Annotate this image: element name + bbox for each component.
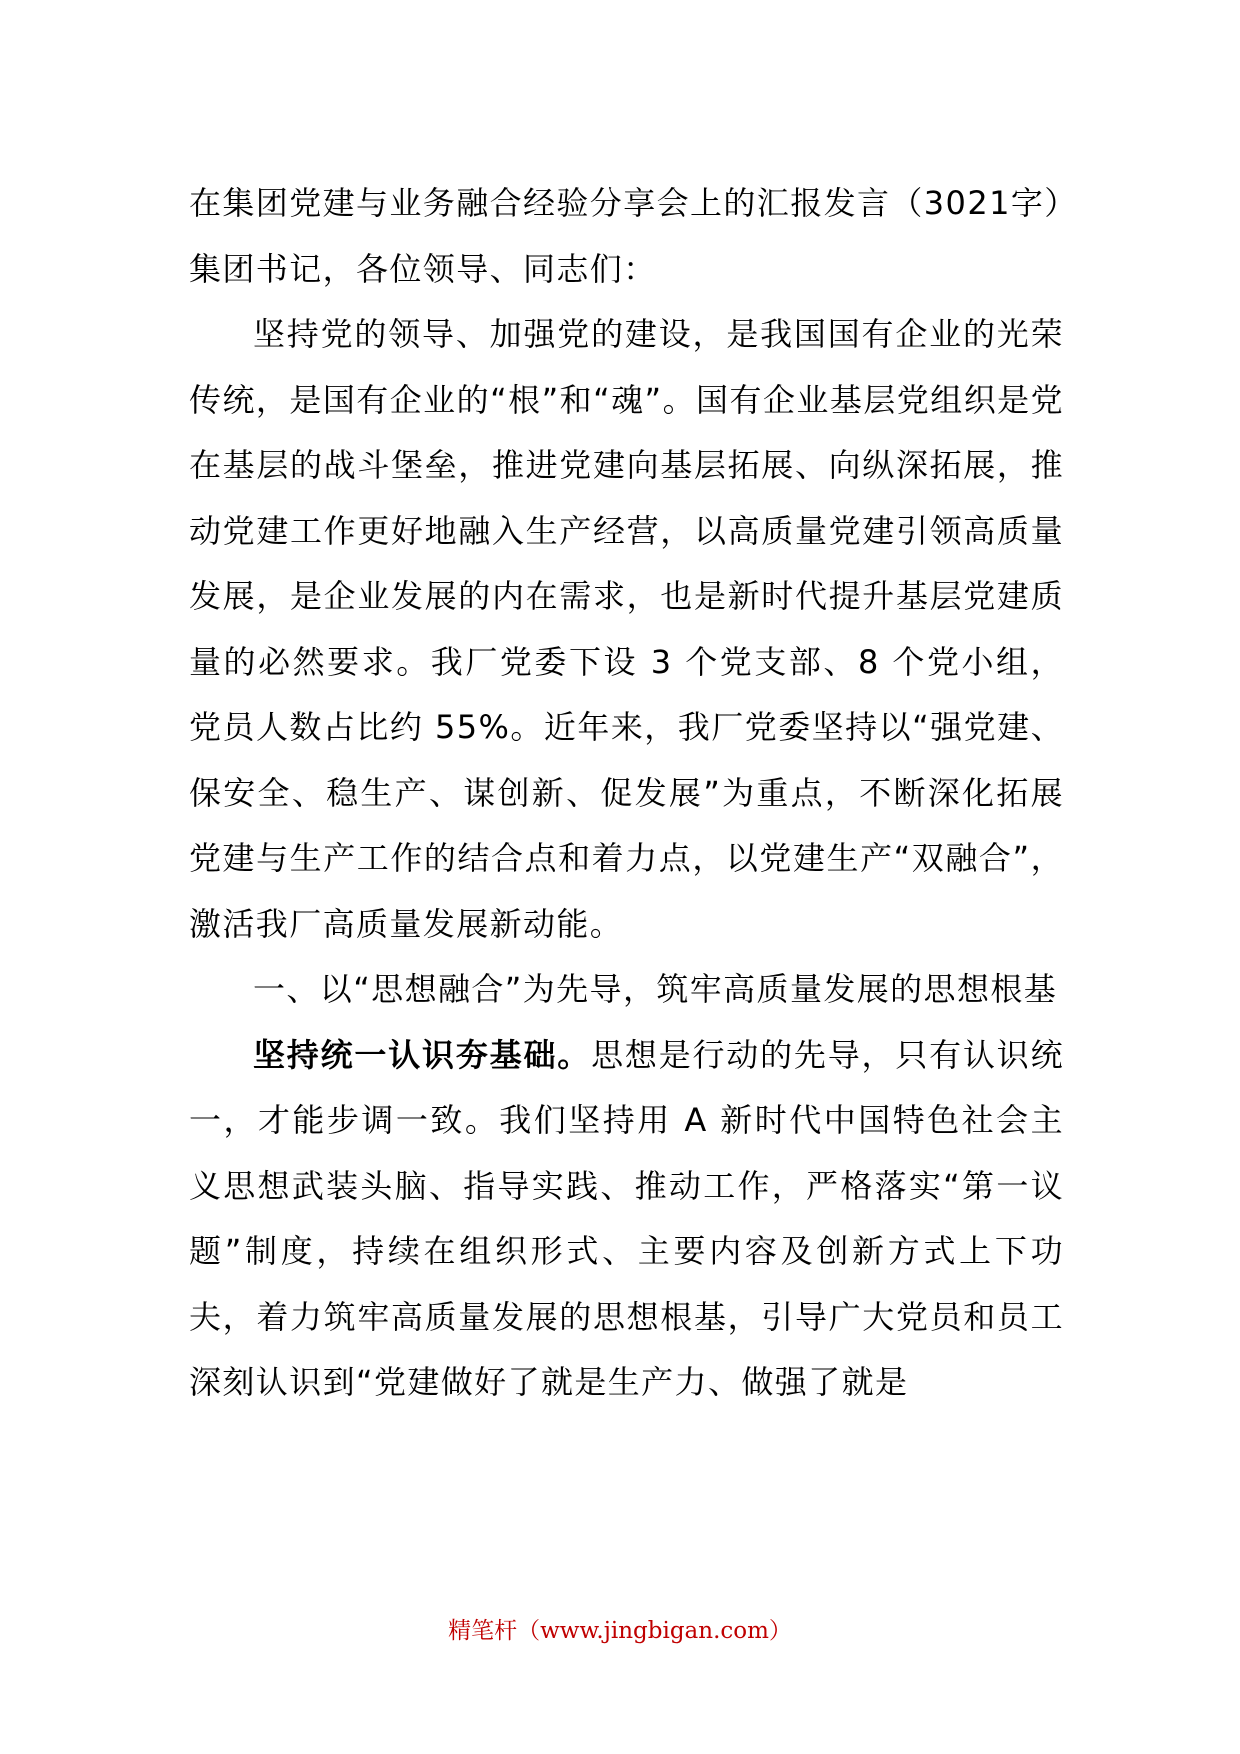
document-title: 在集团党建与业务融合经验分享会上的汇报发言（3021字） <box>189 184 1078 222</box>
paragraph-lead-bold: 坚持统一认识夯基础。 <box>253 1035 592 1074</box>
section-paragraph-1 <box>189 1023 1064 1416</box>
document-body <box>189 171 1078 1416</box>
paragraph-text: 思想是行动的先导，只有认识统一，才能步调一致。我们坚持用 A 新时代中国特色社会主义思想武装头脑、指导实践、推动工作，严格落实“第一议题”制度，持续在组织形式、主要内容及创新方式上下功夫，着力筑牢高质量发展的思想根基，引导广大党员和员工深刻认识到“党建做好了就是生产力、做强了就是 <box>189 1035 1064 1401</box>
section-heading-1: 一、以“思想融合”为先导，筑牢高质量发展的思想根基 <box>253 970 1058 1008</box>
salutation: 集团书记，各位领导、同志们： <box>189 249 657 288</box>
footer-watermark: 精笔杆（www.jingbigan.com） <box>448 1618 792 1644</box>
intro-paragraph: 坚持党的领导、加强党的建设，是我国国有企业的光荣传统，是国有企业的“根”和“魂”。国有企业基层党组织是党在基层的战斗堡垒，推进党建向基层拓展、向纵深拓展，推动党建工作更好地融入生产经营，以高质量党建引领高质量发展，是企业发展的内在需求，也是新时代提升基层党建质量的必然要求。我厂党委下设 3 个党支部、8 个党小组，党员人数占比约 55%。近年来，我厂党委坚持以“强党建、保安全、稳生产、谋创新、促发展”为重点，不断深化拓展党建与生产工作的结合点和着力点，以党建生产“双融合”，激活我厂高质量发展新动能。 <box>189 315 1064 943</box>
